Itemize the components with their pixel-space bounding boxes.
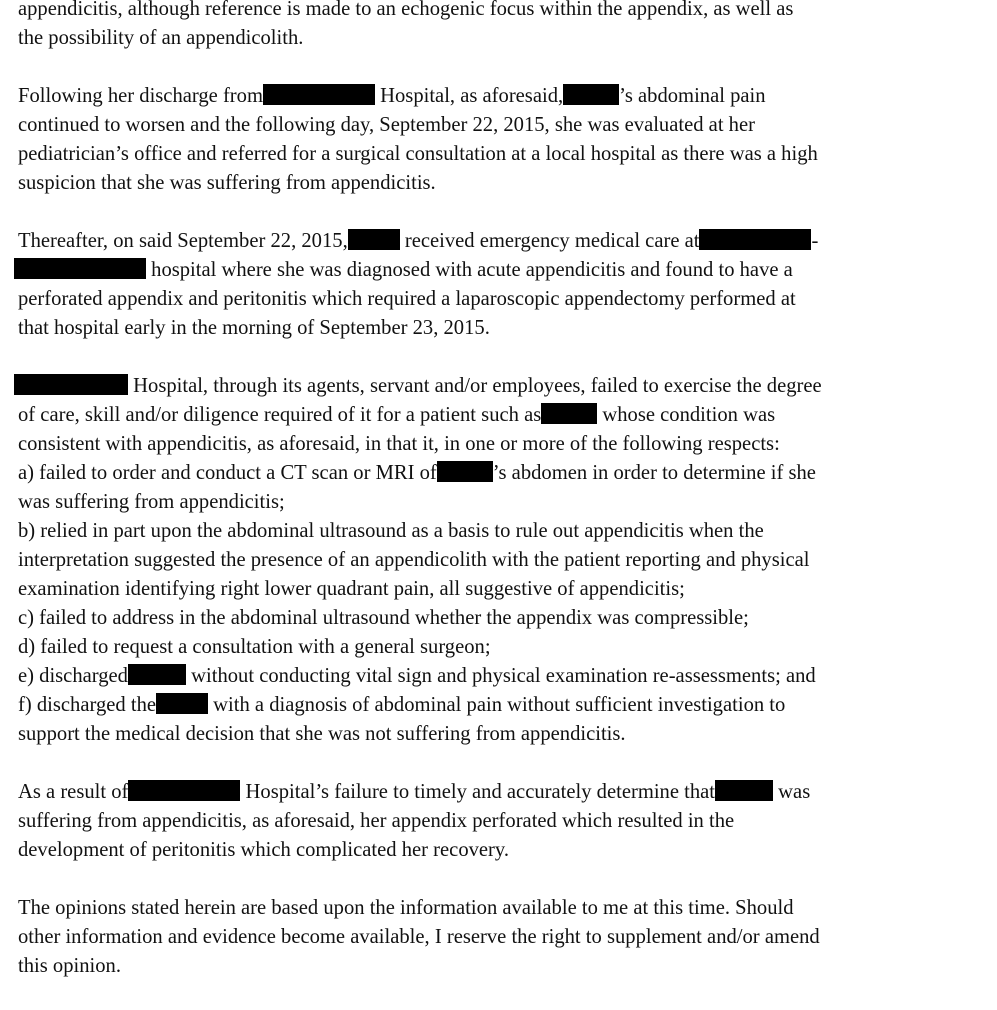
redaction-box bbox=[541, 403, 597, 424]
text-line: b) relied in part upon the abdominal ultrasound as a basis to rule out appendicitis when the bbox=[18, 520, 764, 542]
text-segment: e) discharged bbox=[18, 665, 128, 687]
text-line: d) failed to request a consultation with a general surgeon; bbox=[18, 636, 491, 658]
redaction-box bbox=[699, 229, 811, 250]
text-line bbox=[18, 778, 993, 807]
redaction-box bbox=[348, 229, 400, 250]
text-segment: Thereafter, on said September 22, 2015, bbox=[18, 230, 348, 252]
text-line: was suffering from appendicitis; bbox=[18, 491, 285, 513]
paragraph-discharge bbox=[18, 82, 993, 198]
text-line: perforated appendix and peritonitis which required a laparoscopic appendectomy performed at bbox=[18, 288, 796, 310]
text-segment: whose condition was bbox=[597, 404, 776, 426]
text-segment: hospital where she was diagnosed with acute appendicitis and found to have a bbox=[146, 259, 793, 281]
text-line bbox=[18, 401, 993, 430]
text-line: suspicion that she was suffering from appendicitis. bbox=[18, 172, 436, 194]
redaction-box bbox=[128, 780, 240, 801]
paragraph-result bbox=[18, 778, 993, 865]
paragraph-emergency-care bbox=[18, 227, 993, 343]
text-line: continued to worsen and the following day, September 22, 2015, she was evaluated at her bbox=[18, 114, 755, 136]
text-line bbox=[18, 82, 993, 111]
text-segment: was bbox=[773, 781, 811, 803]
redaction-box bbox=[715, 780, 773, 801]
text-segment: with a diagnosis of abdominal pain without sufficient investigation to bbox=[208, 694, 786, 716]
redaction-box bbox=[156, 693, 208, 714]
text-segment: Hospital’s failure to timely and accurately determine that bbox=[240, 781, 716, 803]
text-line: support the medical decision that she was not suffering from appendicitis. bbox=[18, 723, 626, 745]
redaction-box bbox=[563, 84, 619, 105]
text-line: consistent with appendicitis, as aforesaid, in that it, in one or more of the following respects: bbox=[18, 433, 780, 455]
text-line bbox=[18, 691, 993, 720]
text-segment: ’s abdominal pain bbox=[619, 85, 766, 107]
redaction-box bbox=[437, 461, 493, 482]
text-segment: of care, skill and/or diligence required of it for a patient such as bbox=[18, 404, 542, 426]
document-page bbox=[18, 0, 993, 1010]
text-line: c) failed to address in the abdominal ultrasound whether the appendix was compressible; bbox=[18, 607, 749, 629]
text-line bbox=[18, 256, 993, 285]
redaction-box bbox=[263, 84, 375, 105]
text-segment: - bbox=[811, 230, 819, 252]
text-segment: a) failed to order and conduct a CT scan or MRI of bbox=[18, 462, 437, 484]
text-segment: without conducting vital sign and physical examination re-assessments; and bbox=[185, 665, 816, 687]
text-line: pediatrician’s office and referred for a surgical consultation at a local hospital as there was a high bbox=[18, 143, 818, 165]
redaction-box bbox=[14, 374, 128, 395]
text-line: The opinions stated herein are based upon the information available to me at this time. Should bbox=[18, 897, 794, 919]
redaction-box bbox=[128, 664, 186, 685]
text-line: the possibility of an appendicolith. bbox=[18, 27, 304, 49]
paragraph-opinion-statement bbox=[18, 894, 993, 981]
text-line: that hospital early in the morning of September 23, 2015. bbox=[18, 317, 490, 339]
text-line bbox=[18, 662, 993, 691]
text-line: this opinion. bbox=[18, 955, 121, 977]
text-line: examination identifying right lower quadrant pain, all suggestive of appendicitis; bbox=[18, 578, 685, 600]
text-segment: Hospital, through its agents, servant and/or employees, failed to exercise the degree bbox=[128, 375, 822, 397]
text-line: other information and evidence become available, I reserve the right to supplement and/or amend bbox=[18, 926, 820, 948]
text-line: appendicitis, although reference is made to an echogenic focus within the appendix, as well as bbox=[18, 0, 794, 20]
text-line bbox=[18, 459, 993, 488]
text-line bbox=[18, 372, 993, 401]
text-segment: ’s abdomen in order to determine if she bbox=[492, 462, 816, 484]
text-line: suffering from appendicitis, as aforesaid, her appendix perforated which resulted in the bbox=[18, 810, 735, 832]
text-line: development of peritonitis which complicated her recovery. bbox=[18, 839, 510, 861]
text-segment: Following her discharge from bbox=[18, 85, 263, 107]
text-segment: Hospital, as aforesaid, bbox=[374, 85, 564, 107]
paragraph-failures-list bbox=[18, 372, 993, 749]
text-segment: received emergency medical care at bbox=[399, 230, 700, 252]
text-line: interpretation suggested the presence of an appendicolith with the patient reporting and physical bbox=[18, 549, 810, 571]
paragraph-appendix-findings bbox=[18, 0, 993, 53]
redaction-box bbox=[14, 258, 146, 279]
text-segment: As a result of bbox=[18, 781, 129, 803]
text-segment: f) discharged the bbox=[18, 694, 157, 716]
text-line bbox=[18, 227, 993, 256]
